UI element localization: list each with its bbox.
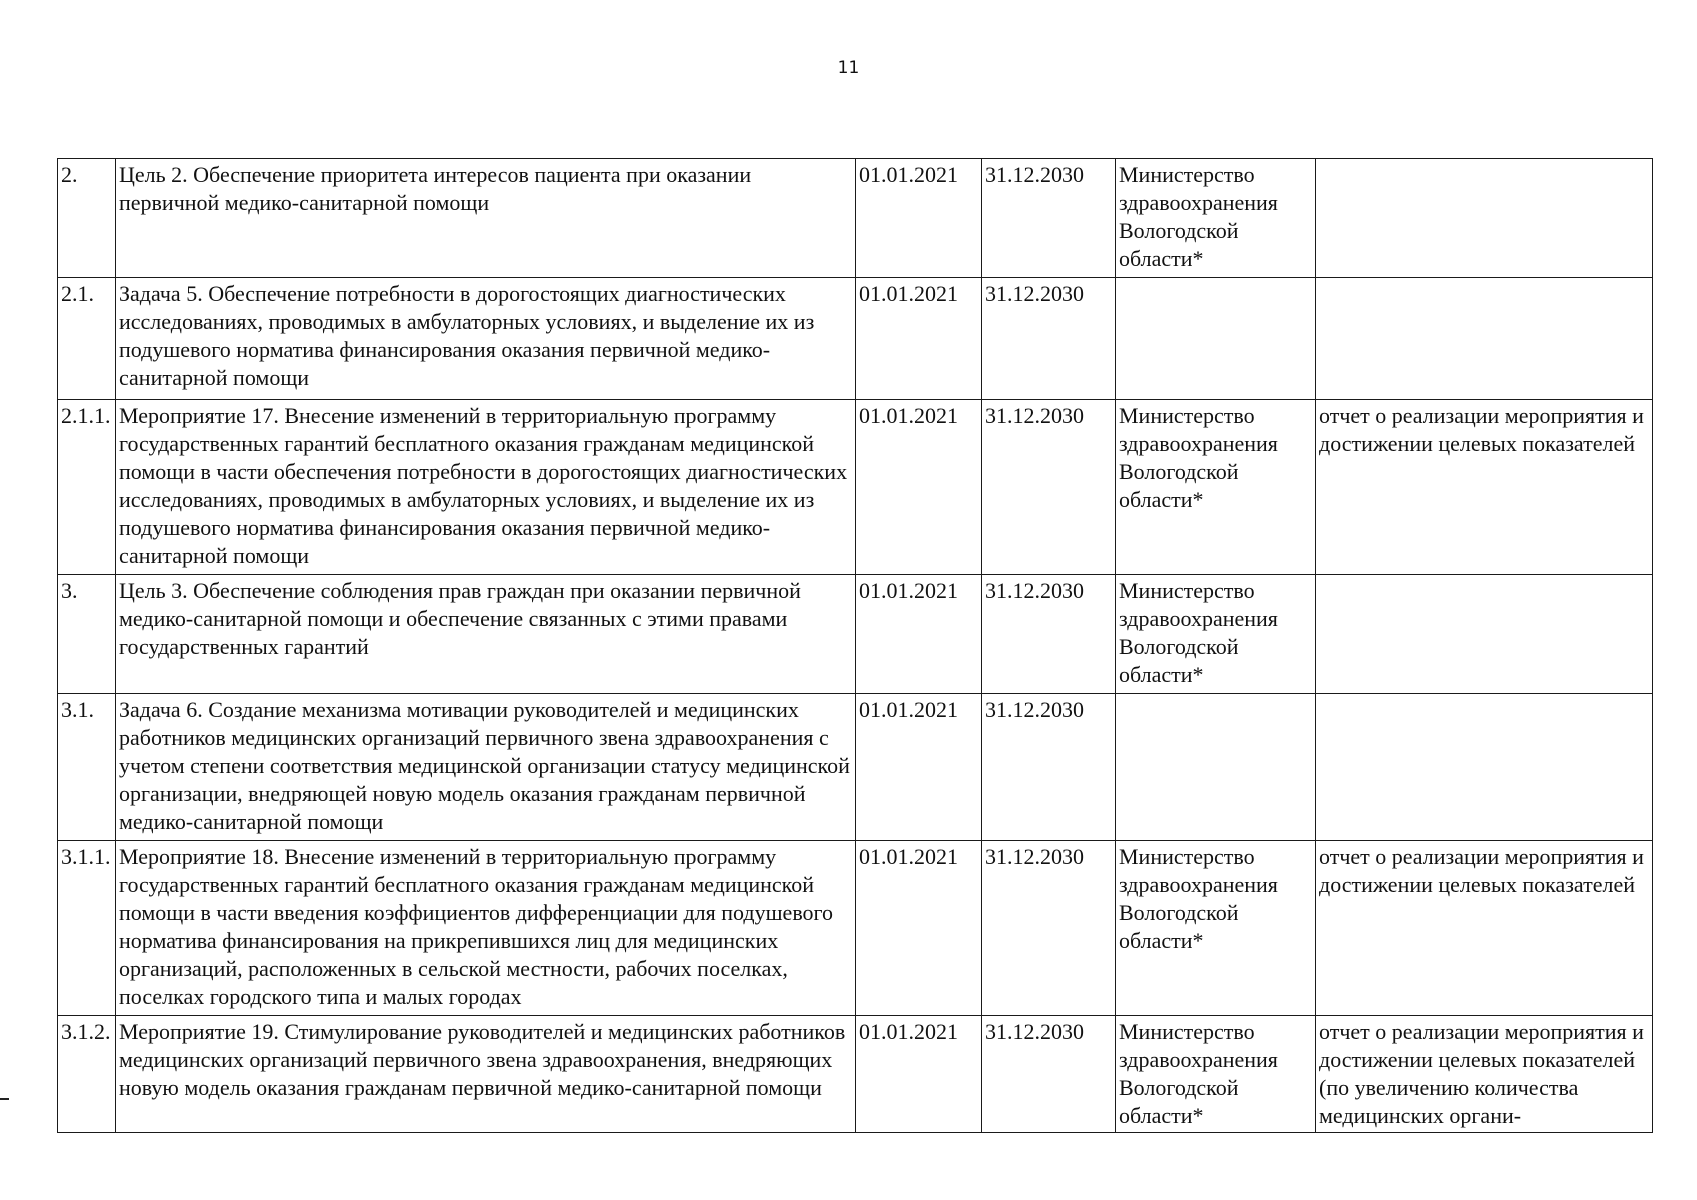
row-result (1316, 159, 1653, 278)
row-name: Цель 3. Обеспечение соблюдения прав граждан при оказании первичной медико-санитарной помощи и обеспечение связанных с этими правами государственных гарантий (116, 575, 856, 694)
margin-mark (0, 1098, 9, 1100)
table-row (58, 400, 1653, 575)
row-responsible: Министерство здравоохранения Вологодской области* (1116, 1016, 1316, 1133)
row-name: Цель 2. Обеспечение приоритета интересов пациента при оказании первичной медико-санитарной помощи (116, 159, 856, 278)
row-responsible: Министерство здравоохранения Вологодской области* (1116, 575, 1316, 694)
row-result (1316, 575, 1653, 694)
page-number: 11 (837, 58, 860, 78)
row-responsible (1116, 694, 1316, 841)
row-result: отчет о реализации мероприятия и достижении целевых показателей (1316, 400, 1653, 575)
row-end-date: 31.12.2030 (982, 400, 1116, 575)
row-number: 3.1.1. (58, 841, 116, 1016)
table-row (58, 278, 1653, 400)
row-number: 3.1. (58, 694, 116, 841)
row-number: 2.1. (58, 278, 116, 400)
table-row (58, 159, 1653, 278)
row-number: 3. (58, 575, 116, 694)
row-result: отчет о реализации мероприятия и достижении целевых показателей (по увеличению количества медицинских органи- (1316, 1016, 1653, 1133)
row-end-date: 31.12.2030 (982, 694, 1116, 841)
row-responsible (1116, 278, 1316, 400)
row-start-date: 01.01.2021 (856, 1016, 982, 1133)
row-name: Задача 6. Создание механизма мотивации руководителей и медицинских работников медицинских организаций первичного звена здравоохранения с учетом степени соответствия медицинской организации статусу медицинской организации, внедряющей новую модель оказания гражданам первичной медико-санитарной помощи (116, 694, 856, 841)
row-name: Мероприятие 17. Внесение изменений в территориальную программу государственных гарантий бесплатного оказания гражданам медицинской помощи в части обеспечения потребности в дорогостоящих диагностических исследованиях, проводимых в амбулаторных условиях, и выделение их из подушевого норматива финансирования оказания первичной медико-санитарной помощи (116, 400, 856, 575)
table-row (58, 1016, 1653, 1133)
row-name: Задача 5. Обеспечение потребности в дорогостоящих диагностических исследованиях, проводимых в амбулаторных условиях, и выделение их из подушевого норматива финансирования оказания первичной медико-санитарной помощи (116, 278, 856, 400)
row-end-date: 31.12.2030 (982, 278, 1116, 400)
row-result (1316, 694, 1653, 841)
row-start-date: 01.01.2021 (856, 159, 982, 278)
table-row (58, 575, 1653, 694)
row-number: 2.1.1. (58, 400, 116, 575)
table-row (58, 694, 1653, 841)
row-number: 3.1.2. (58, 1016, 116, 1133)
table-row (58, 841, 1653, 1016)
row-end-date: 31.12.2030 (982, 159, 1116, 278)
row-responsible: Министерство здравоохранения Вологодской области* (1116, 159, 1316, 278)
row-name: Мероприятие 18. Внесение изменений в территориальную программу государственных гарантий бесплатного оказания гражданам медицинской помощи в части введения коэффициентов дифференциации для подушевого норматива финансирования на прикрепившихся лиц для медицинских организаций, расположенных в сельской местности, рабочих поселках, поселках городского типа и малых городах (116, 841, 856, 1016)
row-result (1316, 278, 1653, 400)
row-name: Мероприятие 19. Стимулирование руководителей и медицинских работников медицинских организаций первичного звена здравоохранения, внедряющих новую модель оказания гражданам первичной медико-санитарной помощи (116, 1016, 856, 1133)
row-start-date: 01.01.2021 (856, 278, 982, 400)
row-start-date: 01.01.2021 (856, 694, 982, 841)
row-start-date: 01.01.2021 (856, 400, 982, 575)
row-result: отчет о реализации мероприятия и достижении целевых показателей (1316, 841, 1653, 1016)
activities-table (57, 158, 1653, 1133)
row-number: 2. (58, 159, 116, 278)
row-start-date: 01.01.2021 (856, 841, 982, 1016)
row-start-date: 01.01.2021 (856, 575, 982, 694)
row-end-date: 31.12.2030 (982, 841, 1116, 1016)
row-responsible: Министерство здравоохранения Вологодской области* (1116, 841, 1316, 1016)
row-end-date: 31.12.2030 (982, 1016, 1116, 1133)
row-end-date: 31.12.2030 (982, 575, 1116, 694)
row-responsible: Министерство здравоохранения Вологодской области* (1116, 400, 1316, 575)
